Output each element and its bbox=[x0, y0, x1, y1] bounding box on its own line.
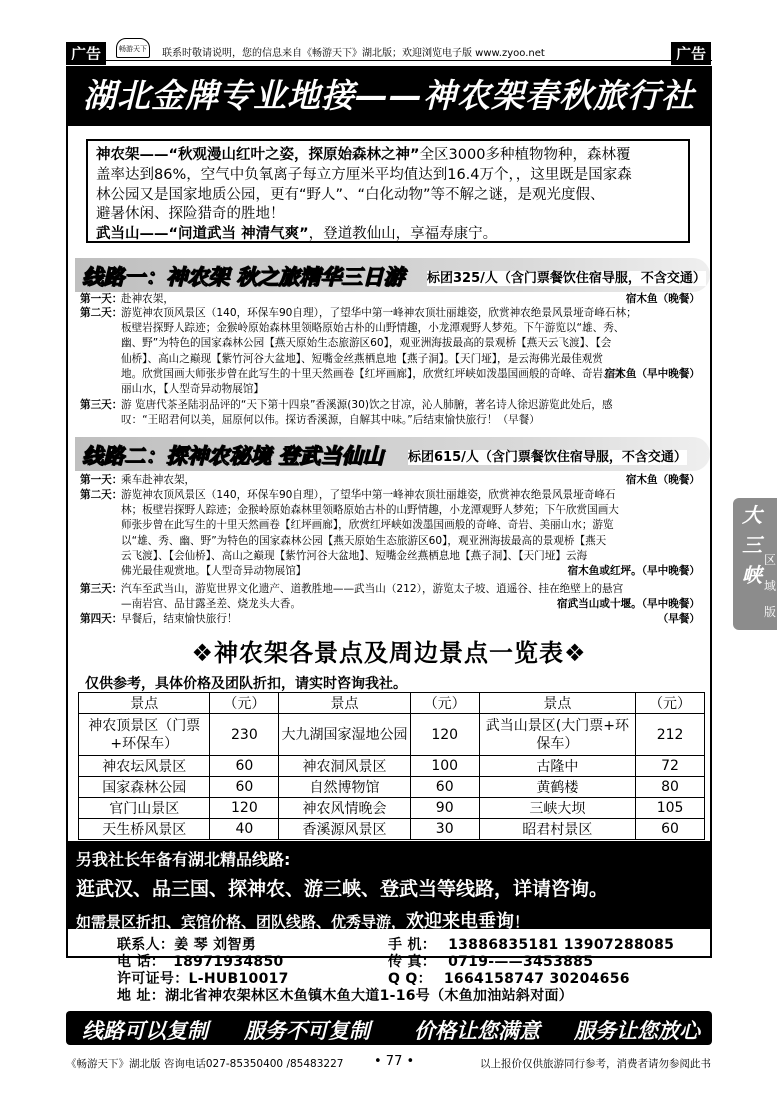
col-header: （元） bbox=[410, 693, 479, 714]
sight-name-cell: 官门山景区 bbox=[79, 798, 210, 819]
route2-title: 线路二：探神农秘境 登武当仙山 bbox=[82, 444, 384, 468]
intro-text: 林公园又是国家地质公园，更有“野人”、“白化动物”等不解之谜，是观光度假、 bbox=[96, 186, 605, 203]
day-meal: 宿武当山或十堰。（早中晚餐） bbox=[556, 598, 700, 611]
contact-qq: Q Q： 1664158747 30204656 bbox=[388, 971, 630, 987]
page-number: • 77 • bbox=[374, 1054, 415, 1069]
day-meal: 宿木鱼（晚餐） bbox=[625, 474, 700, 486]
contact-license: 许可证号：L-HUB10017 bbox=[117, 971, 289, 987]
day-text-line: 以“雄、秀、幽、野”为特色的国家森林公园【燕天原始生态旅游区60】，观亚洲海拔最高的景观桥【燕天 bbox=[121, 534, 607, 547]
shennongjia-label: 神农架—— bbox=[96, 147, 169, 163]
day-text-line: 汽车至武当山，游览世界文化遗产、道教胜地——武当山（212），游览太子坡、逍遥谷、挂在绝壁上的悬宫 bbox=[121, 583, 624, 595]
contact-mobile: 手 机： 13886835181 13907288085 bbox=[388, 937, 675, 953]
itinerary-day bbox=[80, 292, 700, 307]
day-text-line: 师张步曾在此写生的十里天然画卷【红坪画廊】，欣赏红坪峡如泼墨国画般的奇峰、奇岩、美丽山水；游览 bbox=[121, 519, 614, 532]
sight-name-cell: 神农洞风景区 bbox=[279, 756, 410, 777]
day-text-line: 乘车赴神农架， bbox=[121, 474, 196, 486]
contact-person: 联系人：姜 琴 刘智勇 bbox=[117, 937, 257, 953]
wudang-quote: “问道武当 神清气爽” bbox=[168, 226, 309, 243]
sight-name-cell: 三峡大坝 bbox=[479, 798, 636, 819]
day-text-line: 早餐后，结束愉快旅行！ bbox=[121, 613, 238, 625]
sight-name-cell: 武当山景区(大门票+环保车） bbox=[479, 714, 636, 756]
day-text-line: 丽山水，【人型奇异动物展馆】 bbox=[121, 383, 265, 396]
promo-line3: 如需景区折扣、宾馆价格、团队线路、优秀导游，欢迎来电垂询！ bbox=[76, 911, 530, 932]
day-text-line: 幽、野”为特色的国家森林公园【燕天原始生态旅游区60】，观亚洲海拔最高的景观桥【燕天云飞渡】、【会 bbox=[121, 337, 612, 350]
contact-fax: 传 真： 0719-——3453885 bbox=[388, 954, 594, 970]
magazine-logo: 畅游天下 bbox=[116, 38, 150, 58]
sight-price-cell: 120 bbox=[410, 714, 479, 756]
day-label: 第二天： bbox=[80, 307, 123, 319]
day-label: 第一天： bbox=[80, 293, 123, 305]
day-text-line: 游 览唐代茶圣陆羽品评的“天下第十四泉”香溪源(30)饮之甘凉，沁人肺腑，著名诗人徐迟游览此处后，感 bbox=[121, 399, 613, 411]
slogan-2: 服务不可复制 bbox=[244, 1019, 370, 1043]
day-text-line: 赴神农架， bbox=[121, 293, 174, 305]
day-text-line: —南岩宫、品甘露圣差、烧龙头大香。 bbox=[121, 598, 302, 611]
day-text-line: 林；板壁岩探野人踪迹；金猴岭原始森林里领略原始古朴的山野情趣，小龙潭观野人梦苑；下午欣赏国画大 bbox=[121, 504, 619, 517]
sight-name-cell: 自然博物馆 bbox=[279, 777, 410, 798]
header-divider bbox=[66, 60, 712, 61]
col-header: 景点 bbox=[479, 693, 636, 714]
side-tab-char: 三 bbox=[742, 533, 762, 557]
day-text-line: 仙桥】、高山之巅现【紫竹河谷大盆地】、短嘴金丝燕栖息地【燕子洞】。【天门垭】，是云海佛光最佳观赏 bbox=[121, 352, 603, 365]
itinerary-day bbox=[80, 488, 700, 579]
footer-right: 以上报价仅供旅游同行参考，消费者请勿参阅此书 bbox=[480, 1058, 711, 1070]
sight-price-cell: 212 bbox=[636, 714, 705, 756]
sight-price-cell: 40 bbox=[210, 819, 279, 840]
day-text-line: 游览神农顶风景区（140，环保车90自理），了望华中第一峰神农顶壮丽雄姿，欣赏神农绝景风景垭奇峰石 bbox=[121, 489, 616, 501]
sight-name-cell: 昭君村景区 bbox=[479, 819, 636, 840]
itinerary-day bbox=[80, 473, 700, 488]
promo-highlight: 欢迎来电垂询 bbox=[406, 911, 515, 932]
col-header: 景点 bbox=[79, 693, 210, 714]
itinerary-day bbox=[80, 398, 700, 428]
table-header-row bbox=[79, 693, 705, 714]
promo-box bbox=[66, 841, 712, 932]
day-label: 第二天： bbox=[80, 489, 123, 501]
sight-price-cell: 80 bbox=[636, 777, 705, 798]
promo-line2: 逛武汉、品三国、探神农、游三峡、登武当等线路，详请咨询。 bbox=[76, 878, 609, 900]
day-label: 第三天： bbox=[80, 399, 123, 411]
route1-title: 线路一：神农架 秋之旅精华三日游 bbox=[82, 265, 405, 289]
sight-price-cell: 72 bbox=[636, 756, 705, 777]
intro-box bbox=[86, 139, 690, 243]
intro-text: 全区3000多种植物物种，森林覆 bbox=[419, 147, 631, 163]
sight-price-cell: 60 bbox=[410, 777, 479, 798]
day-label: 第一天： bbox=[80, 474, 123, 486]
day-meal: 宿木鱼（晚餐） bbox=[625, 293, 700, 305]
col-header: （元） bbox=[636, 693, 705, 714]
sight-price-cell: 100 bbox=[410, 756, 479, 777]
wudang-label: 武当山—— bbox=[96, 226, 169, 243]
ad-label-left: 广告 bbox=[66, 42, 106, 65]
promo-line1: 另我社长年备有湖北精品线路: bbox=[76, 850, 291, 869]
day-meal: （早餐） bbox=[657, 613, 700, 625]
slogan-3: 价格让您满意 bbox=[414, 1019, 540, 1043]
day-text-line: 地。欣赏国画大师张步曾在此写生的十里天然画卷【红坪画廊】，欣赏红坪峡如泼墨国画般的奇峰、奇岩、美 bbox=[121, 367, 625, 380]
day-text-line: 佛光最佳观赏地。【人型奇异动物展馆】 bbox=[121, 565, 307, 578]
route2-price: 标团615/人（含门票餐饮住宿导服，不含交通） bbox=[408, 450, 687, 465]
sight-name-cell: 古隆中 bbox=[479, 756, 636, 777]
table-row bbox=[79, 777, 705, 798]
day-text-line: 云飞渡】、【会仙桥】、高山之巅现【紫竹河谷大盆地】、短嘴金丝燕栖息地【燕子洞】、【天门垭】云海 bbox=[121, 549, 588, 562]
day-label: 第三天： bbox=[80, 583, 123, 595]
table-row bbox=[79, 714, 705, 756]
sight-name-cell: 神农风情晚会 bbox=[279, 798, 410, 819]
itinerary-day bbox=[80, 612, 700, 627]
sights-table-note: 仅供参考，具体价格及团队折扣，请实时咨询我社。 bbox=[85, 676, 407, 692]
region-side-tab bbox=[733, 498, 777, 630]
sight-name-cell: 神农坛风景区 bbox=[79, 756, 210, 777]
sight-name-cell: 香溪源风景区 bbox=[279, 819, 410, 840]
ad-label-right: 广告 bbox=[671, 42, 711, 65]
intro-text: ，登道教仙山，享福寿康宁。 bbox=[308, 226, 498, 243]
intro-text: 盖率达到86%，空气中负氧离子每立方厘米平均值达到16.4万个，，这里既是国家森 bbox=[96, 166, 632, 183]
sight-price-cell: 90 bbox=[410, 798, 479, 819]
sight-price-cell: 120 bbox=[210, 798, 279, 819]
sight-name-cell: 黄鹤楼 bbox=[479, 777, 636, 798]
side-tab-char: 版 bbox=[763, 605, 776, 619]
table-row bbox=[79, 819, 705, 840]
side-tab-char: 域 bbox=[763, 579, 776, 593]
table-row bbox=[79, 798, 705, 819]
itinerary-day bbox=[80, 582, 700, 612]
sight-price-cell: 105 bbox=[636, 798, 705, 819]
contact-address: 地 址：湖北省神农架林区木鱼镇木鱼大道1-16号（木鱼加油站斜对面） bbox=[117, 988, 574, 1004]
sight-price-cell: 60 bbox=[636, 819, 705, 840]
sight-name-cell: 天生桥风景区 bbox=[79, 819, 210, 840]
footer-left: 《畅游天下》湖北版 咨询电话027-85350400 /85483227 bbox=[66, 1058, 344, 1070]
sights-price-table bbox=[78, 692, 705, 840]
sight-price-cell: 60 bbox=[210, 756, 279, 777]
side-tab-char: 区 bbox=[763, 553, 776, 567]
day-text-line: 叹：“王昭君何以美，屈原何以伟。探访香溪源，自解其中味。”后结束愉快旅行！（早餐） bbox=[121, 414, 540, 427]
col-header: 景点 bbox=[279, 693, 410, 714]
sight-name-cell: 神农顶景区（门票+环保车） bbox=[79, 714, 210, 756]
sight-price-cell: 60 bbox=[210, 777, 279, 798]
side-tab-char: 大 bbox=[742, 503, 762, 527]
sight-name-cell: 国家森林公园 bbox=[79, 777, 210, 798]
sights-table-title: ❖神农架各景点及周边景点一览表❖ bbox=[191, 639, 587, 667]
itinerary-day bbox=[80, 306, 700, 397]
side-tab-char: 峡 bbox=[742, 563, 762, 587]
sight-price-cell: 30 bbox=[410, 819, 479, 840]
col-header: （元） bbox=[210, 693, 279, 714]
route1-price: 标团325/人（含门票餐饮住宿导服，不含交通） bbox=[427, 271, 706, 286]
page-title: 湖北金牌专业地接——神农架春秋旅行社 bbox=[66, 66, 712, 126]
sight-price-cell: 230 bbox=[210, 714, 279, 756]
day-text-line: 板壁岩探野人踪迹；金猴岭原始森林里领略原始古朴的山野情趣，小龙潭观野人梦苑。下午游览以“雄、秀、 bbox=[121, 322, 625, 335]
shennongjia-quote: “秋观漫山红叶之姿，探原始森林之神” bbox=[168, 147, 420, 163]
top-notice: 联系时敬请说明，您的信息来自《畅游天下》湖北版；欢迎浏览电子版 www.zyoo.net bbox=[162, 48, 545, 59]
day-label: 第四天： bbox=[80, 613, 123, 625]
day-meal: 宿木鱼或红坪。（早中晚餐） bbox=[567, 565, 700, 577]
day-text-line: 游览神农顶风景区（140，环保车90自理），了望华中第一峰神农顶壮丽雄姿，欣赏神农绝景风景垭奇峰石林； bbox=[121, 307, 637, 319]
table-row bbox=[79, 756, 705, 777]
contact-phone: 电 话： 18971934850 bbox=[117, 954, 284, 970]
sight-name-cell: 大九湖国家湿地公园 bbox=[279, 714, 410, 756]
day-meal: 宿木鱼（早中晚餐） bbox=[604, 367, 700, 380]
intro-text: 避暑休闲、探险猎奇的胜地！ bbox=[96, 206, 285, 223]
slogan-4: 服务让您放心 bbox=[574, 1019, 700, 1043]
slogan-1: 线路可以复制 bbox=[82, 1019, 208, 1043]
